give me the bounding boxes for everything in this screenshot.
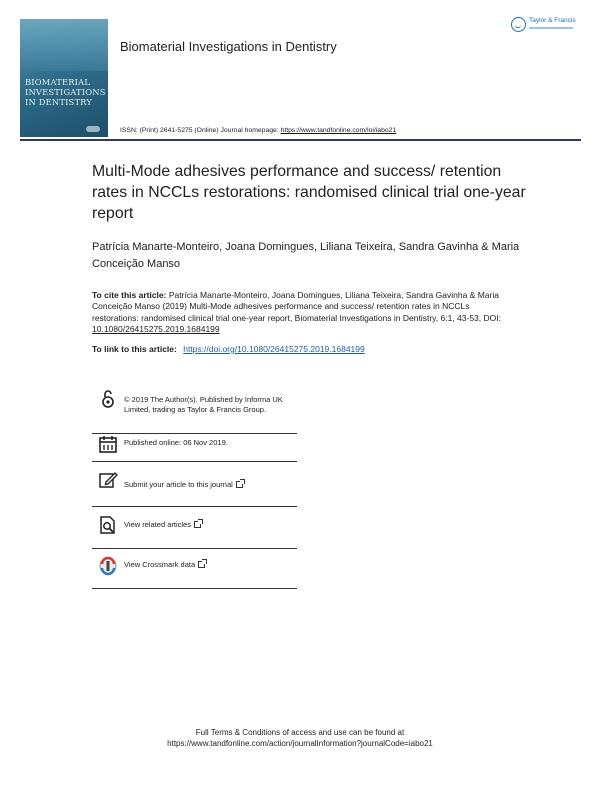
cover-title: [25, 77, 105, 107]
citation-label: To cite this article:: [92, 290, 167, 300]
publisher-logo-text: Taylor & Francis: [529, 17, 576, 24]
copyright-text: © 2019 The Author(s). Published by Informa UK Limited, trading as Taylor & Francis Group.: [124, 395, 283, 414]
external-link-icon: [194, 521, 201, 528]
cover-band: [20, 19, 108, 71]
article-link-line: [92, 344, 365, 354]
citation-block: [92, 290, 512, 336]
related-articles-row[interactable]: [92, 506, 297, 549]
crossmark-icon: [98, 556, 118, 576]
footer: [0, 727, 600, 749]
external-link-icon: [198, 561, 205, 568]
crossmark-row[interactable]: [92, 548, 297, 589]
external-link-icon: [236, 481, 243, 488]
article-doi-link[interactable]: https://doi.org/10.1080/26415275.2019.1684199: [183, 344, 365, 354]
published-row: [92, 433, 297, 462]
published-date: Published online: 06 Nov 2019.: [124, 438, 228, 447]
citation-doi-link[interactable]: 10.1080/26415275.2019.1684199: [92, 324, 220, 335]
calendar-icon: [98, 434, 118, 454]
article-link-label: To link to this article:: [92, 344, 177, 354]
open-access-lock-icon: [98, 389, 118, 409]
submit-article-link[interactable]: [124, 480, 243, 490]
journal-cover-image: [20, 19, 108, 137]
open-access-row[interactable]: [92, 388, 297, 434]
footer-terms-url[interactable]: https://www.tandfonline.com/action/journalInformation?journalCode=iabo21: [167, 739, 433, 748]
cover-title-line-2: INVESTIGATIONS: [25, 87, 106, 97]
journal-homepage-link[interactable]: https://www.tandfonline.com/loi/iabo21: [280, 127, 397, 134]
related-articles-label: View related articles: [124, 520, 191, 529]
article-authors: Patrícia Manarte-Monteiro, Joana Domingues, Liliana Teixeira, Sandra Gavinha & Maria Conceição Manso: [92, 241, 520, 270]
issn-text: ISSN: (Print) 2641-5275 (Online) Journal homepage:: [120, 127, 279, 134]
submit-article-row[interactable]: [92, 461, 297, 507]
edit-submit-icon: [98, 470, 118, 490]
journal-title[interactable]: Biomaterial Investigations in Dentistry: [120, 39, 337, 54]
header-divider: [20, 139, 581, 141]
related-articles-link[interactable]: [124, 520, 201, 530]
cover-publisher-mark: [86, 126, 100, 132]
related-articles-icon: [98, 515, 118, 535]
article-title: Multi-Mode adhesives performance and success/ retention rates in NCCLs restorations: randomised clinical trial one-year report: [92, 163, 526, 222]
publisher-logo-bar: [529, 27, 573, 29]
taylor-francis-logo-icon: [511, 17, 526, 32]
submit-article-label: Submit your article to this journal: [124, 480, 233, 489]
crossmark-label: View Crossmark data: [124, 560, 196, 569]
cover-title-line-1: BIOMATERIAL: [25, 77, 91, 87]
issn-line: [120, 127, 396, 134]
footer-terms-text: Full Terms & Conditions of access and use can be found at: [195, 728, 405, 737]
crossmark-link[interactable]: [124, 560, 205, 570]
cover-title-line-3: IN DENTISTRY: [25, 97, 93, 107]
publisher-logo[interactable]: [511, 16, 581, 36]
citation-text: Patrícia Manarte-Monteiro, Joana Domingues, Liliana Teixeira, Sandra Gavinha & Maria Conceição Manso (2019) Multi-Mode adhesives performance and success/ retention rates in NCCLs restorations: randomised clinical trial one-year report, Biomaterial Investigations in Dentistry, 6:1, 43-53, DOI:: [92, 290, 501, 323]
